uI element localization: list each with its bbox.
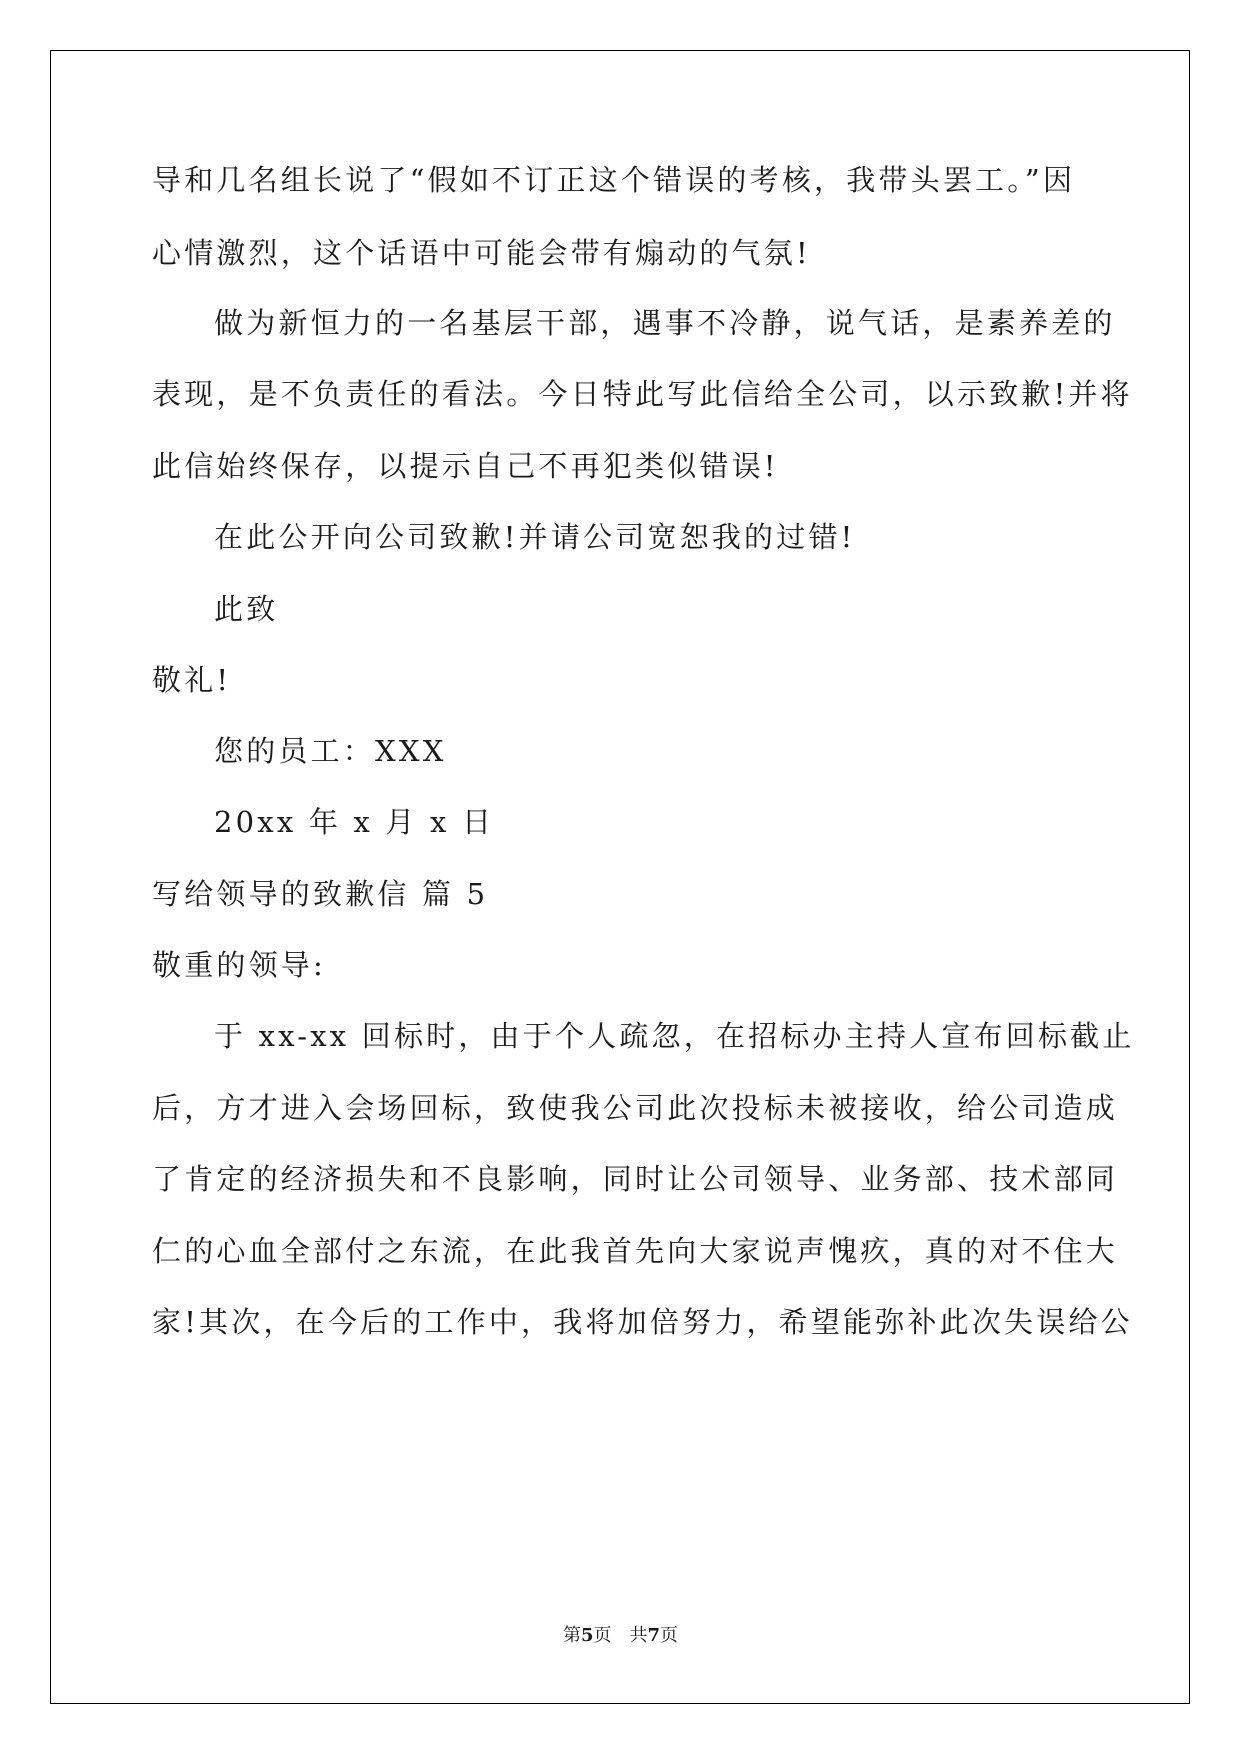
page-footer bbox=[0, 1624, 1241, 1648]
footer-page-suffix: 页 bbox=[593, 1625, 612, 1646]
current-page-number: 5 bbox=[580, 1625, 594, 1646]
body-line: 后，方才进入会场回标，致使我公司此次投标未被接收，给公司造成 bbox=[152, 1091, 1119, 1125]
footer-total-prefix: 共 bbox=[629, 1625, 648, 1646]
total-pages-number: 7 bbox=[647, 1625, 661, 1646]
body-line: 了肯定的经济损失和不良影响，同时让公司领导、业务部、技术部同 bbox=[152, 1162, 1119, 1196]
date-line: 20xx 年 x 月 x 日 bbox=[214, 805, 495, 839]
footer-total-suffix: 页 bbox=[660, 1625, 679, 1646]
body-line: 表现，是不负责任的看法。今日特此写此信给全公司，以示致歉!并将 bbox=[152, 377, 1133, 411]
paragraph-line: 于 xx-xx 回标时，由于个人疏忽，在招标办主持人宣布回标截止 bbox=[214, 1019, 1135, 1053]
section-title: 写给领导的致歉信 篇 5 bbox=[152, 877, 489, 911]
body-line: 导和几名组长说了“假如不订正这个错误的考核，我带头罢工。”因 bbox=[152, 163, 1076, 197]
salutation-line: 敬礼! bbox=[152, 663, 232, 697]
greeting-line: 敬重的领导: bbox=[152, 948, 326, 982]
body-line: 仁的心血全部付之东流，在此我首先向大家说声愧疚，真的对不住大 bbox=[152, 1234, 1119, 1268]
paragraph-line: 做为新恒力的一名基层干部，遇事不冷静，说气话，是素养差的 bbox=[214, 306, 1116, 340]
signature-line: 您的员工：XXX bbox=[214, 734, 447, 768]
closing-line: 此致 bbox=[214, 592, 279, 626]
body-line: 此信始终保存，以提示自己不再犯类似错误! bbox=[152, 449, 779, 483]
footer-prefix: 第 bbox=[562, 1625, 581, 1646]
paragraph-line: 在此公开向公司致歉!并请公司宽恕我的过错! bbox=[214, 520, 856, 554]
body-line: 家!其次，在今后的工作中，我将加倍努力，希望能弥补此次失误给公 bbox=[152, 1305, 1133, 1339]
body-line: 心情激烈，这个话语中可能会带有煽动的气氛! bbox=[152, 236, 811, 270]
